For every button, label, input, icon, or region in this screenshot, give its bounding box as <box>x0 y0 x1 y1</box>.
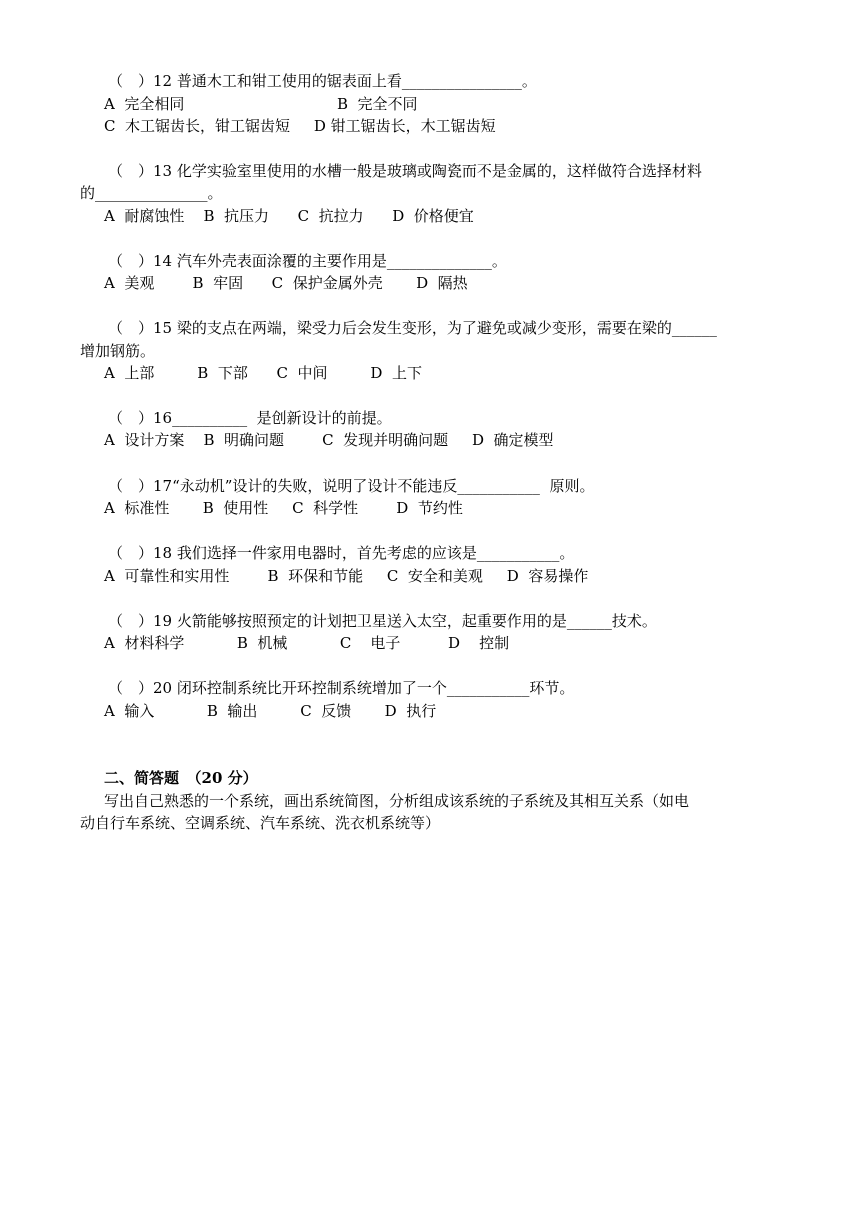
section-2-body-line2: 动自行车系统、空调系统、汽车系统、洗衣机系统等） <box>80 814 441 832</box>
question-12-options-row1: A 完全相同 B 完全不同 <box>104 95 418 113</box>
section-2-heading: 二、简答题 （20 分） <box>104 769 258 787</box>
question-14-stem: （ ）14 汽车外壳表面涂覆的主要作用是______________。 <box>108 252 507 270</box>
question-19-options: A 材料科学 B 机械 C 电子 D 控制 <box>104 634 510 652</box>
question-12-options-row2: C 木工锯齿长，钳工锯齿短 D 钳工锯齿长，木工锯齿短 <box>104 117 496 135</box>
question-15-options: A 上部 B 下部 C 中间 D 上下 <box>104 364 422 382</box>
section-2-body-line1: 写出自己熟悉的一个系统，画出系统简图，分析组成该系统的子系统及其相互关系（如电 <box>104 792 690 810</box>
question-13-stem-continued: 的_______________。 <box>80 184 223 202</box>
question-14-options: A 美观 B 牢固 C 保护金属外壳 D 隔热 <box>104 274 468 292</box>
question-20-stem: （ ）20 闭环控制系统比开环控制系统增加了一个___________环节。 <box>108 679 575 697</box>
question-20-options: A 输入 B 输出 C 反馈 D 执行 <box>104 702 437 720</box>
question-18-stem: （ ）18 我们选择一件家用电器时，首先考虑的应该是___________。 <box>108 544 575 562</box>
question-13-options: A 耐腐蚀性 B 抗压力 C 抗拉力 D 价格便宜 <box>104 207 474 225</box>
question-18-options: A 可靠性和实用性 B 环保和节能 C 安全和美观 D 容易操作 <box>104 567 589 585</box>
question-17-options: A 标准性 B 使用性 C 科学性 D 节约性 <box>104 499 463 517</box>
question-15-stem: （ ）15 梁的支点在两端，梁受力后会发生变形，为了避免或减少变形，需要在梁的______ <box>108 319 717 337</box>
question-13-stem: （ ）13 化学实验室里使用的水槽一般是玻璃或陶瓷而不是金属的，这样做符合选择材料 <box>108 162 702 180</box>
question-16-options: A 设计方案 B 明确问题 C 发现并明确问题 D 确定模型 <box>104 431 554 449</box>
question-16-stem: （ ）16__________ 是创新设计的前提。 <box>108 409 392 427</box>
question-15-stem-continued: 增加钢筋。 <box>80 342 156 360</box>
question-17-stem: （ ）17“永动机”设计的失败，说明了设计不能违反___________ 原则。 <box>108 477 595 495</box>
question-12-stem: （ ）12 普通木工和钳工使用的锯表面上看________________。 <box>108 72 537 90</box>
question-19-stem: （ ）19 火箭能够按照预定的计划把卫星送入太空，起重要作用的是______技术。 <box>108 612 657 630</box>
